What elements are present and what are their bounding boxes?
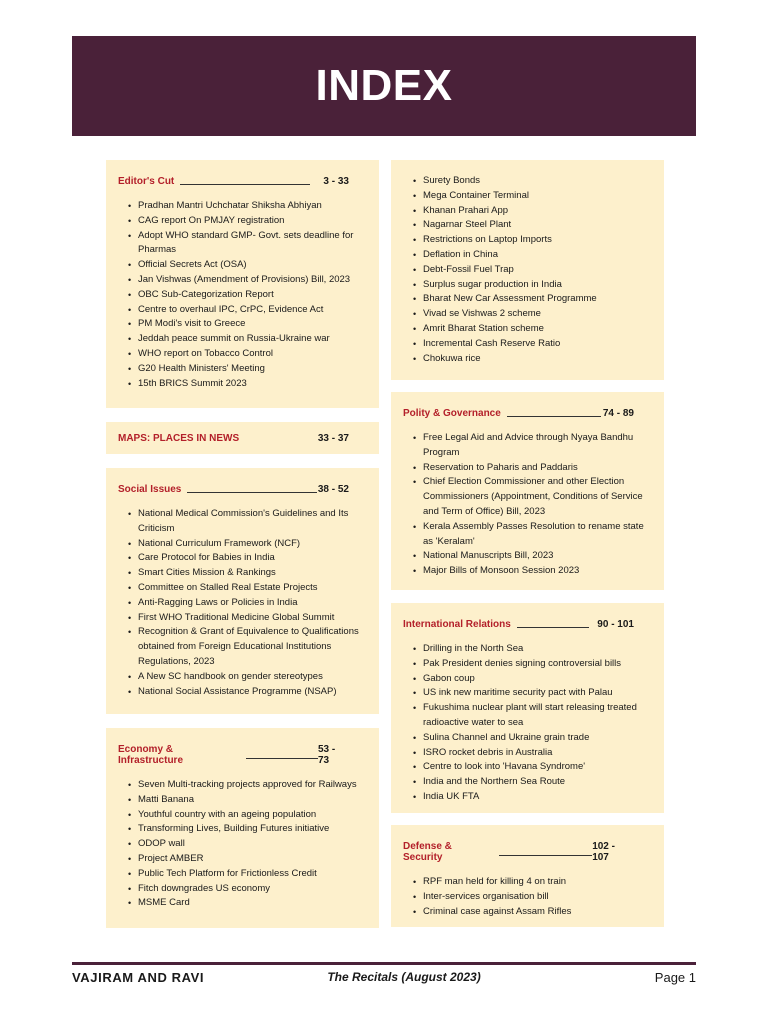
footer-publication: The Recitals (August 2023): [327, 970, 481, 984]
list-item: • Free Legal Aid and Advice through Nyaya Bandhu Program: [413, 431, 652, 461]
list-item: • National Manuscripts Bill, 2023: [413, 549, 652, 564]
item-list: [403, 431, 652, 579]
section-defense: [391, 825, 664, 927]
list-item: • Khanan Prahari App: [413, 204, 652, 219]
list-item: • Transforming Lives, Building Futures initiative: [128, 822, 367, 837]
list-item: • Jeddah peace summit on Russia-Ukraine war: [128, 332, 367, 347]
list-item: • Nagarnar Steel Plant: [413, 218, 652, 233]
section-maps: [106, 422, 379, 454]
item-list: [118, 199, 367, 391]
list-item: • Pak President denies signing controversial bills: [413, 657, 652, 672]
leader-line: [517, 627, 589, 628]
list-item: • National Curriculum Framework (NCF): [128, 537, 367, 552]
list-item: • Inter-services organisation bill: [413, 890, 652, 905]
section-pages: 3 - 33: [323, 176, 349, 187]
leader-line: [507, 416, 601, 417]
section-title: Defense & Security: [403, 841, 452, 863]
list-item: • Surplus sugar production in India: [413, 278, 652, 293]
list-item: • Sulina Channel and Ukraine grain trade: [413, 731, 652, 746]
section-header: [118, 744, 367, 766]
section-economy: [106, 728, 379, 928]
list-item: • WHO report on Tobacco Control: [128, 347, 367, 362]
list-item: • Deflation in China: [413, 248, 652, 263]
index-banner: [72, 36, 696, 136]
list-item: • Matti Banana: [128, 793, 367, 808]
list-item: • Smart Cities Mission & Rankings: [128, 566, 367, 581]
list-item: • National Medical Commission's Guidelines and Its Criticism: [128, 507, 367, 537]
list-item: • Youthful country with an ageing population: [128, 808, 367, 823]
list-item: • Official Secrets Act (OSA): [128, 258, 367, 273]
footer-page-number: Page 1: [654, 970, 696, 985]
list-item: • Gabon coup: [413, 672, 652, 687]
list-item: • Anti-Ragging Laws or Policies in India: [128, 596, 367, 611]
list-item: • Debt-Fossil Fuel Trap: [413, 263, 652, 278]
section-title: Economy & Infrastructure: [118, 744, 184, 766]
list-item: • ISRO rocket debris in Australia: [413, 746, 652, 761]
list-item: • Centre to look into 'Havana Syndrome': [413, 760, 652, 775]
list-item: • US ink new maritime security pact with Palau: [413, 686, 652, 701]
section-header: [403, 841, 652, 863]
footer-publisher: VAJIRAM AND RAVI: [72, 970, 205, 985]
list-item: • Bharat New Car Assessment Programme: [413, 292, 652, 307]
list-item: • Fukushima nuclear plant will start releasing treated radioactive water to sea: [413, 701, 652, 731]
list-item: • 15th BRICS Summit 2023: [128, 377, 367, 392]
item-list: [403, 174, 652, 366]
section-pages: 74 - 89: [602, 408, 634, 419]
list-item: • Chokuwa rice: [413, 352, 652, 367]
section-editors-cut: [106, 160, 379, 408]
section-pages: 38 - 52: [317, 484, 349, 495]
list-item: • First WHO Traditional Medicine Global Summit: [128, 611, 367, 626]
section-polity: [391, 392, 664, 590]
list-item: • Chief Election Commissioner and other Election Commissioners (Appointment, Conditions of Service and Term of Office) Bill, 2023: [413, 475, 652, 519]
list-item: • Centre to overhaul IPC, CrPC, Evidence Act: [128, 303, 367, 318]
leader-line: [499, 855, 592, 856]
list-item: • Recognition & Grant of Equivalence to Qualifications obtained from Foreign Educational Institutions Regulations, 2023: [128, 625, 367, 669]
list-item: • CAG report On PMJAY registration: [128, 214, 367, 229]
list-item: • Vivad se Vishwas 2 scheme: [413, 307, 652, 322]
list-item: • National Social Assistance Programme (NSAP): [128, 685, 367, 700]
leader-line: [187, 492, 317, 493]
item-list: [403, 642, 652, 805]
list-item: • Major Bills of Monsoon Session 2023: [413, 564, 652, 579]
list-item: • PM Modi's visit to Greece: [128, 317, 367, 332]
footer-rule: [72, 962, 696, 965]
list-item: • Public Tech Platform for Frictionless Credit: [128, 867, 367, 882]
section-title: International Relations: [403, 619, 511, 630]
list-item: • India and the Northern Sea Route: [413, 775, 652, 790]
section-international-relations: [391, 603, 664, 813]
section-pages: 53 - 73: [318, 744, 336, 766]
list-item: • Kerala Assembly Passes Resolution to rename state as 'Keralam': [413, 520, 652, 550]
list-item: • Mega Container Terminal: [413, 189, 652, 204]
list-item: • Reservation to Paharis and Paddaris: [413, 461, 652, 476]
section-header: [118, 433, 367, 444]
section-pages: 102 - 107: [592, 841, 615, 863]
section-social-issues: [106, 468, 379, 714]
list-item: • Care Protocol for Babies in India: [128, 551, 367, 566]
list-item: • OBC Sub-Categorization Report: [128, 288, 367, 303]
list-item: • ODOP wall: [128, 837, 367, 852]
list-item: • Committee on Stalled Real Estate Projects: [128, 581, 367, 596]
list-item: • G20 Health Ministers' Meeting: [128, 362, 367, 377]
section-pages: 33 - 37: [317, 432, 349, 444]
section-header: [403, 408, 652, 419]
leader-line: [180, 184, 310, 185]
list-item: • Project AMBER: [128, 852, 367, 867]
list-item: • MSME Card: [128, 896, 367, 911]
list-item: • Drilling in the North Sea: [413, 642, 652, 657]
list-item: • RPF man held for killing 4 on train: [413, 875, 652, 890]
item-list: [403, 875, 652, 919]
section-header: [118, 484, 367, 495]
list-item: • Criminal case against Assam Rifles: [413, 905, 652, 920]
leader-line: [246, 758, 318, 759]
item-list: [118, 507, 367, 699]
list-item: • A New SC handbook on gender stereotypes: [128, 670, 367, 685]
list-item: • Fitch downgrades US economy: [128, 882, 367, 897]
list-item: • Amrit Bharat Station scheme: [413, 322, 652, 337]
list-item: • Surety Bonds: [413, 174, 652, 189]
list-item: • Incremental Cash Reserve Ratio: [413, 337, 652, 352]
page-title: INDEX: [315, 61, 453, 110]
list-item: • Restrictions on Laptop Imports: [413, 233, 652, 248]
list-item: • Seven Multi-tracking projects approved for Railways: [128, 778, 367, 793]
section-header: [403, 619, 652, 630]
list-item: • Pradhan Mantri Uchchatar Shiksha Abhiyan: [128, 199, 367, 214]
section-title: Social Issues: [118, 484, 182, 495]
section-title: Editor's Cut: [118, 176, 175, 187]
list-item: • India UK FTA: [413, 790, 652, 805]
list-item: • Jan Vishwas (Amendment of Provisions) Bill, 2023: [128, 273, 367, 288]
section-title: Polity & Governance: [403, 408, 501, 419]
list-item: • Adopt WHO standard GMP- Govt. sets deadline for Pharmas: [128, 229, 367, 259]
item-list: [118, 778, 367, 911]
section-title: MAPS: PLACES IN NEWS: [118, 432, 240, 444]
section-pages: 90 - 101: [597, 619, 634, 630]
section-economy-continued: [391, 160, 664, 380]
section-header: [118, 176, 367, 187]
